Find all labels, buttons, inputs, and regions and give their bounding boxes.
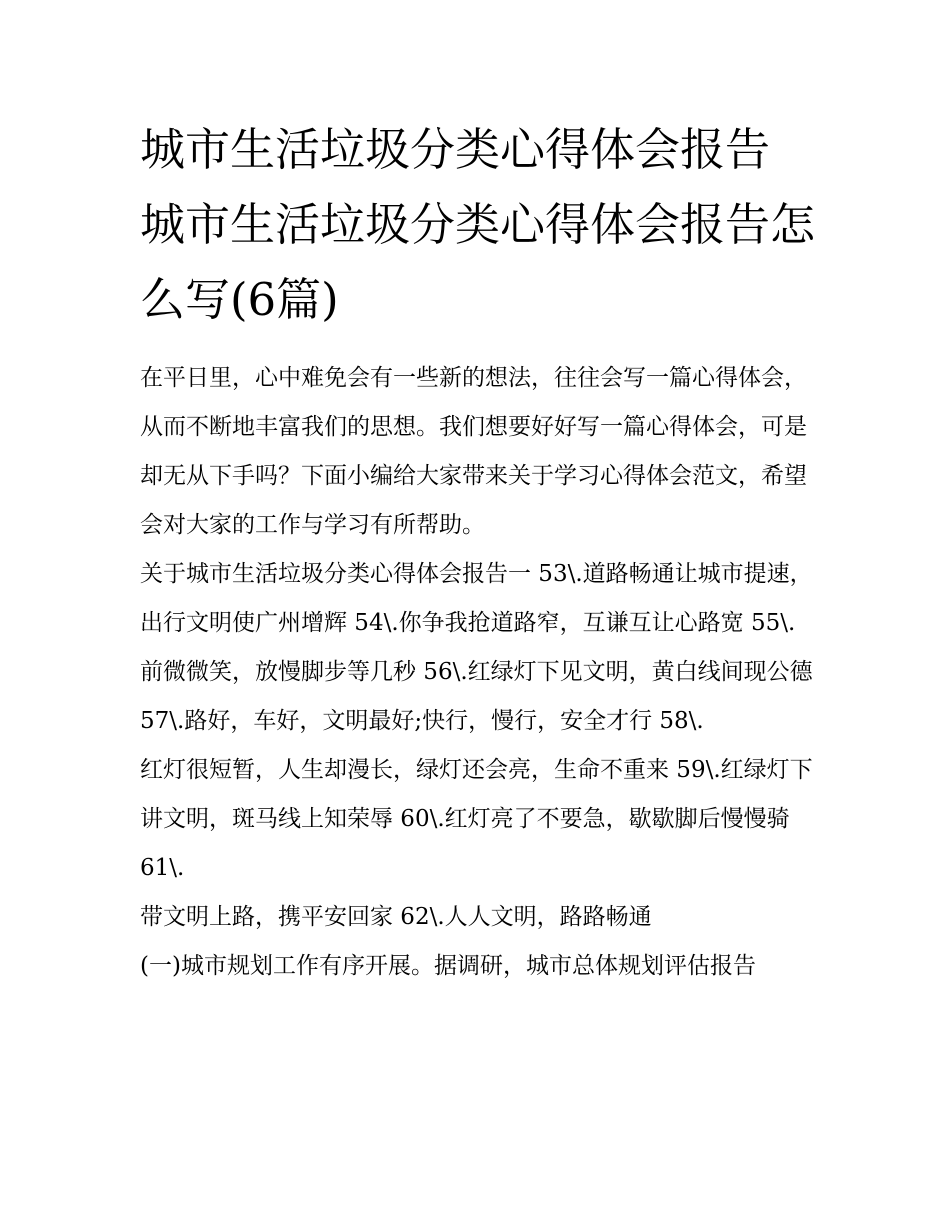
paragraph-planning: (一)城市规划工作有序开展。据调研，城市总体规划评估报告 bbox=[140, 953, 756, 979]
paragraph-intro: 在平日里，心中难免会有一些新的想法，往往会写一篇心得体会，从而不断地丰富我们的思想。我们想要好好写一篇心得体会，可是却无从下手吗？下面小编给大家带来关于学习心得体会范文，希望会对大家的工作与学习有所帮助。 bbox=[140, 365, 807, 538]
paragraph-slogans-4: 带文明上路，携平安回家 62\.人人文明，路路畅通 bbox=[140, 904, 652, 930]
paragraph-slogans-1: 关于城市生活垃圾分类心得体会报告一 53\.道路畅通让城市提速，出行文明使广州增辉 54\.你争我抢道路窄，互谦互让心路宽 55\. bbox=[140, 561, 813, 636]
document-title: 城市生活垃圾分类心得体会报告 城市生活垃圾分类心得体会报告怎么写(6篇) bbox=[140, 123, 816, 326]
document-body bbox=[140, 354, 820, 991]
paragraph-slogans-3: 红灯很短暂，人生却漫长，绿灯还会亮，生命不重来 59\.红绿灯下讲文明，斑马线上知荣辱 60\.红灯亮了不要急，歇歇脚后慢慢骑 61\. bbox=[140, 757, 813, 881]
paragraph-slogans-2: 前微微笑，放慢脚步等几秒 56\.红绿灯下见文明，黄白线间现公德 57\.路好，车好，文明最好;快行，慢行，安全才行 58\. bbox=[140, 659, 813, 734]
